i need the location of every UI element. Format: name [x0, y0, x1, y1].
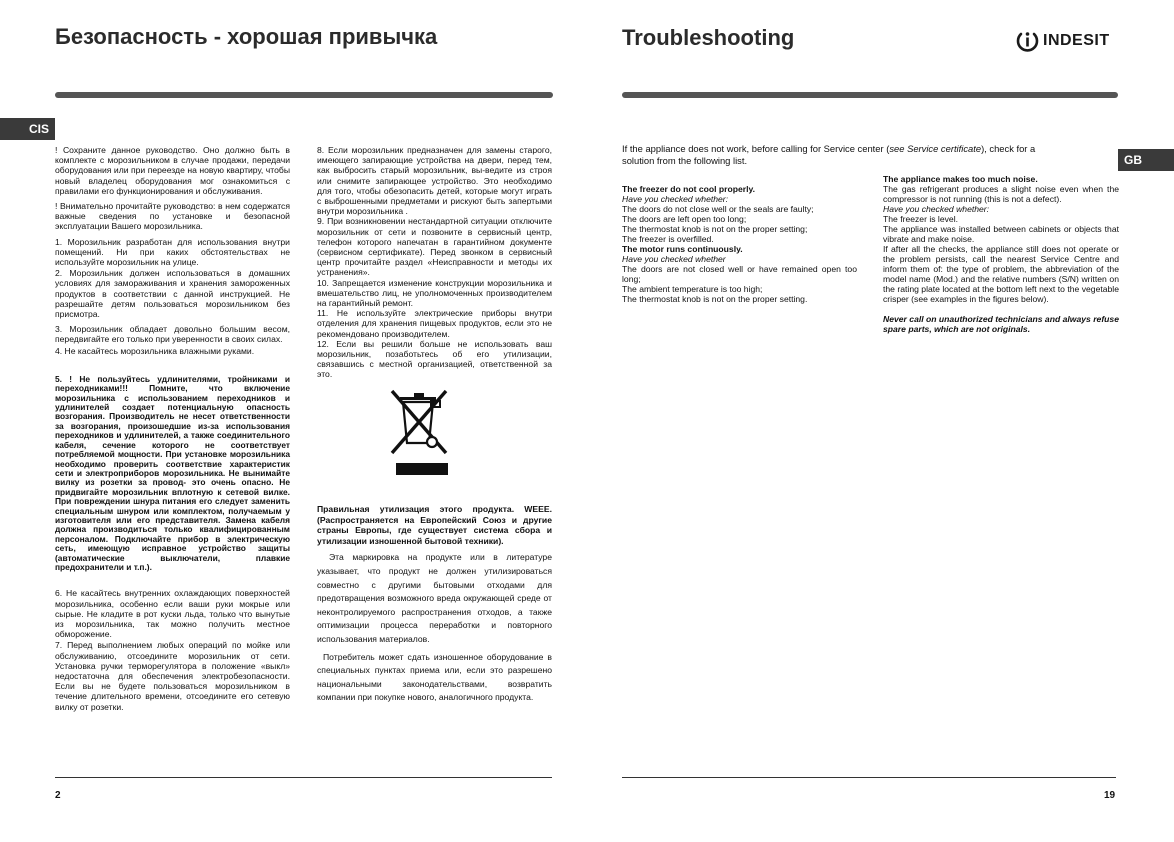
- intro-text: [622, 143, 1042, 167]
- safety-column-1: [55, 145, 290, 717]
- language-tag-cis: CIS: [0, 118, 55, 140]
- paragraph: 7. Перед выполнением любых операций по мойке или обслуживанию, отсоедините морозильник от сети. Установка ручки терморегулятора в положение «выкл» недостаточна для обеспечения электробезопасности. Если вы не будете пользоваться морозильником в течение длительного времени, отсоедините его сетевую вилку от розетки.: [55, 640, 290, 712]
- brand-name: INDESIT: [1043, 32, 1110, 49]
- language-tag-gb: GB: [1118, 149, 1174, 171]
- page-title-right: Troubleshooting: [622, 25, 795, 50]
- paragraph: 3. Морозильник обладает довольно большим весом, передвигайте его только при уверенности в своих силах.: [55, 324, 290, 345]
- footer-rule-left: [55, 777, 552, 778]
- page-number-left: 2: [55, 790, 61, 801]
- list-item: Have you checked whether:: [622, 194, 729, 204]
- list-item: The thermostat knob is not on the proper setting;: [622, 224, 808, 234]
- page-number-right: 19: [1104, 790, 1116, 801]
- paragraph: 1. Морозильник разработан для использования внутри помещений. Ни при каких обстоятельствах не используйте морозильник на улице.: [55, 236, 290, 268]
- list-item: The appliance was installed between cabinets or objects that vibrate and make noise.: [883, 224, 1119, 244]
- footer-rule-right: [622, 777, 1116, 778]
- troubleshooting-column-1: [622, 184, 857, 304]
- list-item: Have you checked whether:: [883, 204, 990, 214]
- indesit-logo-icon: [1015, 29, 1040, 54]
- intro-part: If the appliance does not work, before calling for Service center (: [622, 143, 890, 154]
- paragraph: 4. Не касайтесь морозильника влажными руками.: [55, 345, 255, 356]
- list-item: If after all the checks, the appliance still does not operate or the problem persists, call the nearest Service Centre and inform them of: the type of problem, the abbreviation of the model name (Mod.) and the relative numbers (S/N) written on the rating plate located at the bottom left next to the vegetable crisper (see examples in the figures below).: [883, 244, 1119, 304]
- safety-column-2: [317, 145, 552, 385]
- intro-part: ), check for a solution from the following list.: [622, 143, 1036, 166]
- weee-bin-icon: [388, 387, 454, 479]
- list-item: The freezer do not cool properly.: [622, 184, 756, 194]
- service-warning: Never call on unauthorized technicians and always refuse spare parts, which are not originals.: [883, 314, 1119, 334]
- title-divider-right: [622, 92, 1118, 98]
- paragraph: ! Внимательно прочитайте руководство: в нем содержатся важные сведения по установке и безопасной эксплуатации Вашего морозильника.: [55, 201, 290, 232]
- paragraph: 8. Если морозильник предназначен для замены старого, имеющего запирающие устройства на двери, перед тем, как выбросить старый морозильник, вы-ведите из строя или снимите запирающее устройство. Это необходимо для того, чтобы обезопасить детей, которые могут играть с выброшенными предметами и рискуют быть запертыми внутри морозильника .: [317, 145, 552, 217]
- list-item: The ambient temperature is too high;: [622, 284, 763, 294]
- list-item: The freezer is overfilled.: [622, 234, 714, 244]
- paragraph: 11. Не используйте электрические приборы внутри отделения для хранения пищевых продуктов, если это не рекомендовано производителем.: [317, 308, 552, 339]
- list-item: The thermostat knob is not on the proper setting.: [622, 294, 808, 304]
- list-item: The motor runs continuously.: [622, 244, 743, 254]
- weee-section: [317, 504, 552, 709]
- paragraph: Эта маркировка на продукте или в литературе указывает, что продукт не должен утилизироваться совместно с другими бытовыми отходами для предотвращения возможного вреда окружающей среде от неконтролируемого распространения отходов, а также оптимизации процесса переработки и повторного использования материалов.: [317, 552, 552, 644]
- title-divider-left: [55, 92, 553, 98]
- page-title-left: Безопасность - хорошая привычка: [55, 24, 438, 49]
- warning-paragraph: 5. ! Не пользуйтесь удлинителями, тройниками и переходниками!!! Помните, что включение морозильника с использованием переходников и удлинителей создает потенциальную опасность возгорания. Производитель не несет ответственности за возгорания, произошедшие из-за использования переходников и удлинителей, а также соединительного кабеля, сечение которого не соответствует потребляемой мощности. При установке морозильника необходимо проверить соответствие характеристик сети и электроприборов морозильника. Не вынимайте вилку из розетки за провод- это очень опасно. Не придвигайте морозильник вплотную к сетевой вилке. При повреждении шнура питания его следует заменить специальным шнуром или комплектом, получаемым у изготовителя или его представителя. Замена кабеля должна производиться только квалифицированным персоналом. Подключайте прибор в электрическую сеть, имеющую исправное устройство защиты (автоматические выключатели, плавкие предохранители и т.п.).: [55, 373, 290, 572]
- brand-logo: [1015, 28, 1110, 54]
- list-item: The freezer is level.: [883, 214, 958, 224]
- list-item: The gas refrigerant produces a slight noise even when the compressor is not running (this is not a defect).: [883, 184, 1119, 204]
- paragraph: 12. Если вы решили больше не использовать ваш морозильник, позаботьтесь об его утилизации, связавшись с местной организацией, ответственной за это.: [317, 338, 552, 380]
- list-item: Have you checked whether: [622, 254, 726, 264]
- list-item: The doors are not closed well or have remained open too long;: [622, 264, 857, 284]
- paragraph: ! Сохраните данное руководство. Оно должно быть в комплекте с морозильником в случае продажи, передачи оборудования или при переезде на новую квартиру, чтобы новый владелец оборудования мог ознакомиться с правилами его функционирования и обслуживания.: [55, 145, 290, 196]
- paragraph: Потребитель может сдать изношенное оборудование в специальных пунктах приема или, если это разрешено национальными законодательствами, возвратить компании при покупке нового, аналогичного продукта.: [317, 651, 552, 703]
- list-item: The appliance makes too much noise.: [883, 174, 1038, 184]
- list-item: The doors do not close well or the seals are faulty;: [622, 204, 814, 214]
- paragraph: 9. При возникновении нестандартной ситуации отключите морозильник от сети и позвоните в сервисный центр, телефон которого напечатан в гарантийном документе (сервисном сертификате). Перед звонком в сервисный центр прочитайте раздел «Неисправности и методы их устранения».: [317, 216, 552, 278]
- intro-italic: see Service certificate: [889, 143, 982, 154]
- paragraph: 6. Не касайтесь внутренних охлаждающих поверхностей морозильника, особенно если ваши руки мокрые или сырые. Не кладите в рот куски льда, только что вынутые из морозильника, так можно получить местное обморожение.: [55, 588, 290, 640]
- list-item: The doors are left open too long;: [622, 214, 747, 224]
- weee-heading: Правильная утилизация этого продукта. WEEE. (Распространяется на Европейский Союз и другие страны Европы, где существует система сбора и утилизации изношенной бытовой техники).: [317, 504, 552, 546]
- paragraph: 10. Запрещается изменение конструкции морозильника и вмешательство лиц, не уполномоченных производителем на гарантийный ремонт.: [317, 277, 552, 309]
- troubleshooting-column-2: [883, 174, 1119, 334]
- paragraph: 2. Морозильник должен использоваться в домашних условиях для замораживания и хранения замороженных продуктов в соответствии с данной инструкцией. Не разрешайте детям пользоваться морозильником без присмотра.: [55, 268, 290, 320]
